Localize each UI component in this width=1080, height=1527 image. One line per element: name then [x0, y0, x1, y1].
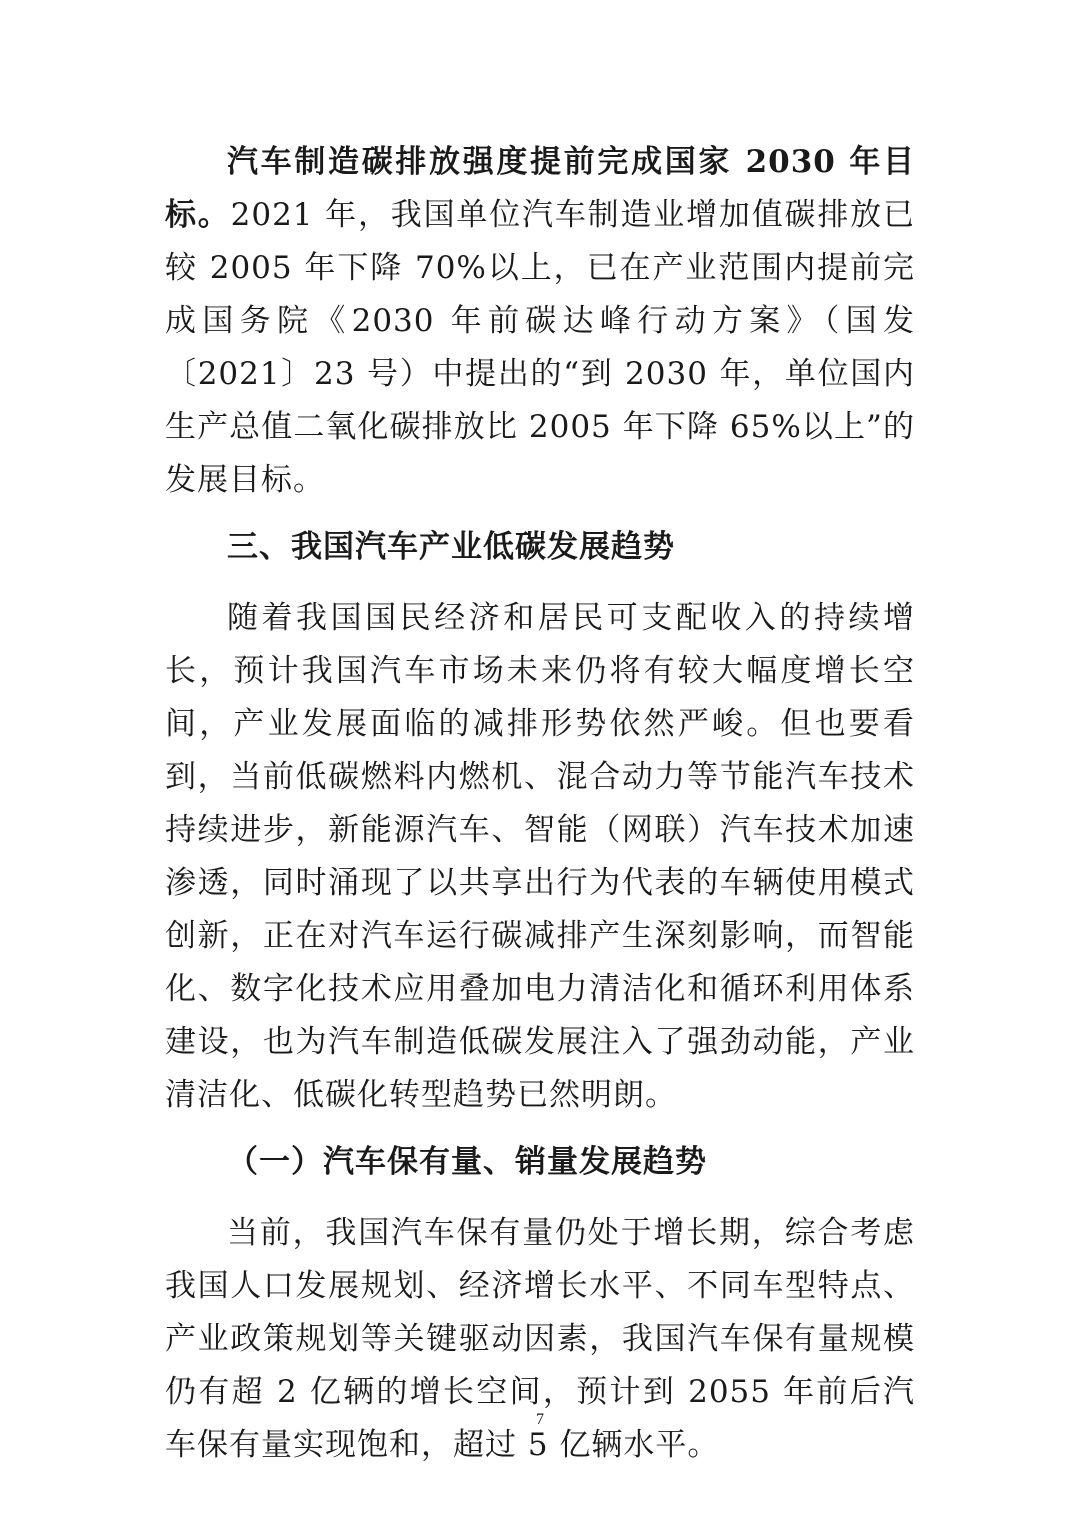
intro-paragraph	[165, 136, 915, 507]
section-paragraph: 随着我国国民经济和居民可支配收入的持续增长，预计我国汽车市场未来仍将有较大幅度增长空间，产业发展面临的减排形势依然严峻。但也要看到，当前低碳燃料内燃机、混合动力等节能汽车技术持续进步，新能源汽车、智能（网联）汽车技术加速渗透，同时涌现了以共享出行为代表的车辆使用模式创新，正在对汽车运行碳减排产生深刻影响，而智能化、数字化技术应用叠加电力清洁化和循环利用体系建设，也为汽车制造低碳发展注入了强劲动能，产业清洁化、低碳化转型趋势已然明朗。	[165, 600, 915, 1113]
intro-lead-sentence: 汽车制造碳排放强度提前完成国家 2030 年目标。	[165, 144, 915, 233]
subsection-heading: （一）汽车保有量、销量发展趋势	[227, 1144, 707, 1180]
document-page	[165, 136, 915, 1472]
page-number: 7	[536, 1411, 544, 1428]
intro-body-text: 2021 年，我国单位汽车制造业增加值碳排放已较 2005 年下降 70%以上，已在产业范围内提前完成国务院《2030 年前碳达峰行动方案》（国发〔2021〕23 号）中提出的“到 2030 年，单位国内生产总值二氧化碳排放比 2005 年下降 65%以上”的发展目标。	[165, 197, 915, 498]
subsection-paragraph: 当前，我国汽车保有量仍处于增长期，综合考虑我国人口发展规划、经济增长水平、不同车型特点、产业政策规划等关键驱动因素，我国汽车保有量规模仍有超 2 亿辆的增长空间，预计到 2055 年前后汽车保有量实现饱和，超过 5 亿辆水平。	[165, 1215, 915, 1463]
section-heading: 三、我国汽车产业低碳发展趋势	[227, 529, 675, 565]
